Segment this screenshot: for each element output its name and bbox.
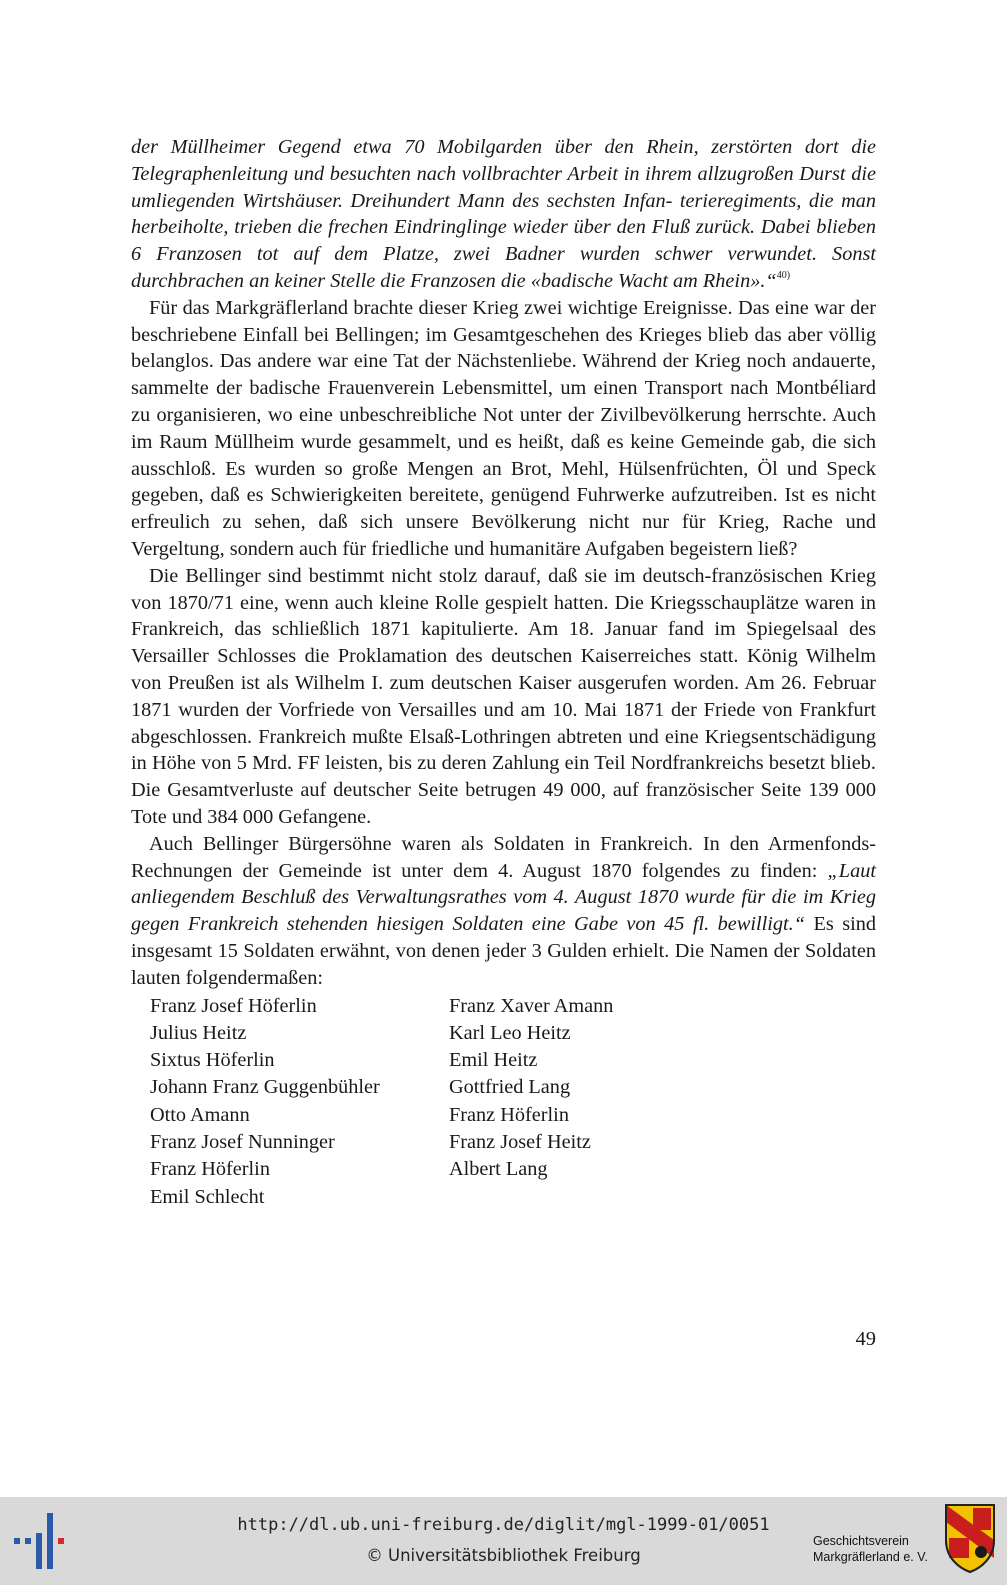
- page-text: [131, 134, 876, 1209]
- quote-line: der Müllheimer Gegend etwa 70 Mobilgarden über den Rhein, zerstörten dort die: [131, 136, 876, 158]
- society-name-line: Markgräflerland e. V.: [813, 1550, 928, 1564]
- soldier-name: Franz Josef Nunninger: [150, 1130, 335, 1153]
- quote-line: über den Fluß zurück. Dabei blieben 6 Franzosen tot auf dem Platze, zwei Badner: [131, 216, 877, 266]
- soldier-name: Karl Leo Heitz: [449, 1021, 571, 1044]
- paragraph-soldiers-outro: Es sind insgesamt 15 Soldaten erwähnt, von denen jeder 3 Gulden erhielt. Die Namen der Soldaten lauten folgendermaßen:: [131, 913, 877, 989]
- soldier-name: Albert Lang: [449, 1158, 548, 1181]
- soldier-name: Franz Höferlin: [449, 1103, 569, 1126]
- soldier-name: Emil Schlecht: [150, 1185, 265, 1208]
- paragraph-soldiers-intro: Auch Bellinger Bürgersöhne waren als Soldaten in Frankreich. In den Armenfonds-Rechnungen der Gemeinde ist unter dem 4. August 1870 folgendes zu finden:: [131, 832, 876, 882]
- paragraph-war-summary: Die Bellinger sind bestimmt nicht stolz darauf, daß sie im deutsch-französischen Krieg von 1870/71 eine, wenn auch kleine Rolle gespielt hatten. Die Kriegsschauplätze waren in Frankreich, das schließlich 1871 kapitulierte. Am 18. Januar fand im Spiegelsaal des Versailler Schlosses die Proklamation des deutschen Kaiserreiches statt. König Wilhelm von Preußen ist als Wilhelm I. zum deutschen Kaiser ausgerufen worden. Am 26. Februar 1871 wurden der Vorfriede von Versailles und am 10. Mai 1871 der Friede von Frankfurt abgeschlossen. Frankreich mußte Elsaß-Lothringen abtreten und eine Kriegsentschädigung in Höhe von 5 Mrd. FF leisten, bis zu deren Zahlung ein Teil Nordfrankreichs besetzt blieb. Die Gesamtverluste auf deutscher Seite betrugen 49 000, auf französischer Seite 139 000 Tote und 384 000 Gefangene.: [131, 564, 876, 828]
- soldier-name: Otto Amann: [150, 1103, 250, 1126]
- paragraph-markgraeflerland: Für das Markgräflerland brachte dieser Krieg zwei wichtige Ereignisse. Das eine war der beschriebene Einfall bei Bellingen; im Gesamtgeschehen des Krieges blieb das aber völlig belanglos. Das andere war eine Tat der Nächstenliebe. Während der Krieg noch andauerte, sammelte der badische Frauenverein Lebensmittel, um einen Transport nach Montbéliard zu organisieren, wo eine unbeschreibliche Not unter der Zivilbevölkerung herrschte. Auch im Raum Müllheim wurde gesammelt, und es heißt, daß es keine Gemeinde gab, die sich ausschloß. Es wurden so große Mengen an Brot, Mehl, Hülsenfrüchten, Öl und Speck gegeben, daß es Schwierigkeiten bereitete, genügend Fuhrwerke aufzutreiben. Ist es nicht erfreulich zu sehen, daß sich unsere Bevölkerung nicht nur für Krieg, Rache und Vergeltung, sondern auch für friedliche und humanitäre Aufgaben begeistern ließ?: [131, 296, 876, 560]
- soldier-names-left-column: [150, 993, 380, 1211]
- page-number: 49: [855, 1328, 876, 1350]
- footnote-reference: 40): [776, 269, 791, 281]
- society-name: [813, 1533, 931, 1565]
- soldier-name: Gottfried Lang: [449, 1076, 571, 1099]
- soldier-name-list: [150, 993, 876, 1209]
- footer-bar: [0, 1497, 1007, 1585]
- quote-line: terieregiments, die man herbeiholte, trieben die frechen Eindringlinge wieder: [131, 189, 876, 239]
- society-name-line: Geschichtsverein: [813, 1534, 909, 1548]
- permalink-url[interactable]: http://dl.ub.uni-freiburg.de/diglit/mgl-1999-01/0051: [237, 1515, 770, 1535]
- opening-quote: [131, 134, 876, 295]
- quote-line: wurden schwer verwundet. Sonst durchbrachen an keiner Stelle die Franzosen die: [131, 243, 877, 292]
- quote-line: Durst die umliegenden Wirtshäuser. Dreihundert Mann des sechsten Infan-: [131, 162, 876, 212]
- council-decision-quote: „Laut anliegendem Beschluß des Verwaltungsrathes vom 4. August 1870 wurde für die im Krieg gegen Frankreich stehenden hiesigen Soldaten eine Gabe von 45 fl. bewilligt.“: [131, 859, 876, 936]
- soldier-name: Sixtus Höferlin: [150, 1049, 275, 1072]
- soldier-name: Emil Heitz: [449, 1049, 538, 1072]
- copyright-notice: © Universitätsbibliothek Freiburg: [366, 1546, 641, 1565]
- soldier-names-right-column: [449, 993, 613, 1184]
- quote-line: Telegraphenleitung und besuchten nach vollbrachter Arbeit in ihrem allzugroßen: [131, 162, 794, 185]
- soldier-name: Franz Josef Heitz: [449, 1130, 591, 1153]
- soldier-name: Julius Heitz: [150, 1021, 247, 1044]
- soldier-name: Franz Xaver Amann: [449, 994, 614, 1017]
- paragraph-soldiers: [131, 831, 876, 992]
- soldier-name: Johann Franz Guggenbühler: [150, 1076, 380, 1099]
- soldier-name: Franz Höferlin: [150, 1158, 270, 1181]
- soldier-name: Franz Josef Höferlin: [150, 994, 317, 1017]
- quote-line: «badische Wacht am Rhein».“: [530, 269, 777, 292]
- heraldic-crest-icon: [943, 1502, 997, 1574]
